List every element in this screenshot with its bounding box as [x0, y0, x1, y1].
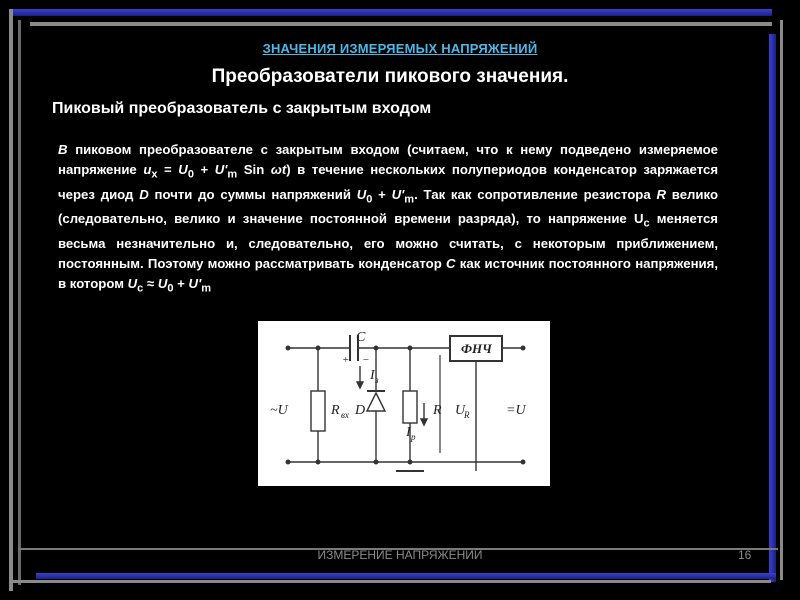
label-ip-sub: р	[411, 432, 416, 442]
terminal-out-bottom	[521, 460, 526, 465]
terminal-in-bottom	[286, 460, 291, 465]
terminal-in-top	[286, 346, 291, 351]
node-6	[408, 460, 413, 465]
diode-triangle	[367, 393, 385, 411]
label-ip: I	[406, 425, 411, 440]
node-3	[374, 346, 379, 351]
circuit-svg	[258, 321, 550, 486]
arrow-ip-head	[421, 419, 427, 425]
frame-bottom-blue-bar	[36, 573, 776, 579]
label-minus: −	[362, 354, 370, 366]
frame-right-blue-bar	[769, 34, 776, 582]
label-ur: U	[455, 403, 466, 418]
circuit-diagram	[258, 321, 550, 486]
frame-right-gray-line	[780, 20, 783, 580]
frame-bottom-outer-line	[13, 580, 771, 583]
footer-section-label: ИЗМЕРЕНИЕ НАПРЯЖЕНИЙ	[317, 548, 483, 562]
label-plus: +	[342, 354, 350, 366]
page-title: Преобразователи пикового значения.	[211, 66, 569, 87]
label-r: R	[433, 403, 442, 418]
label-is-sub: з	[375, 375, 379, 385]
node-1	[316, 346, 321, 351]
label-rin: R	[331, 403, 340, 418]
label-is: I	[370, 368, 375, 383]
page-subtitle: Пиковый преобразователь с закрытым входом	[52, 100, 432, 117]
section-title-link[interactable]: ЗНАЧЕНИЯ ИЗМЕРЯЕМЫХ НАПРЯЖЕНИЙ	[262, 41, 538, 56]
filter-label: ФНЧ	[461, 341, 492, 356]
footer-page-number: 16	[738, 548, 752, 562]
label-d: D	[355, 403, 366, 418]
frame-top-blue-bar	[10, 9, 772, 16]
body-paragraph: В пиковом преобразователе с закрытым входом (считаем, что к нему подведено измеряемое напряжение $u_x = U_0 + U'_m$ Sin ωt) в течение нескольких полупериодов конденсатор заряжается через диод D почти до суммы напряжений $U_0 + U'_m$. Так как сопротивление резистора R велико (следовательно, велико и значение постоянной времени разряда), то напряжение $U_c$ меняется весьма незначительно и, следовательно, его можно считать, с некоторым приближением, постоянным. Поэтому можно рассматривать конденсатор C как источник постоянного напряжения, в котором $U_c \approx U_0 + U'_m$	[58, 142, 719, 295]
label-ur-sub: R	[464, 410, 470, 420]
resistor-rin	[311, 391, 325, 431]
label-c: C	[356, 330, 366, 345]
resistor-r	[403, 391, 417, 423]
terminal-out-top	[521, 346, 526, 351]
label-out: =U	[506, 403, 526, 418]
arrow-is-head	[357, 382, 363, 388]
node-4	[374, 460, 379, 465]
node-5	[408, 346, 413, 351]
frame-left-gray-line	[9, 9, 13, 591]
frame-left-inner-line	[18, 20, 21, 585]
label-rin-sub: вх	[341, 410, 349, 420]
label-source: ~U	[270, 403, 288, 418]
frame-top-gray-line	[30, 22, 772, 26]
node-2	[316, 460, 321, 465]
